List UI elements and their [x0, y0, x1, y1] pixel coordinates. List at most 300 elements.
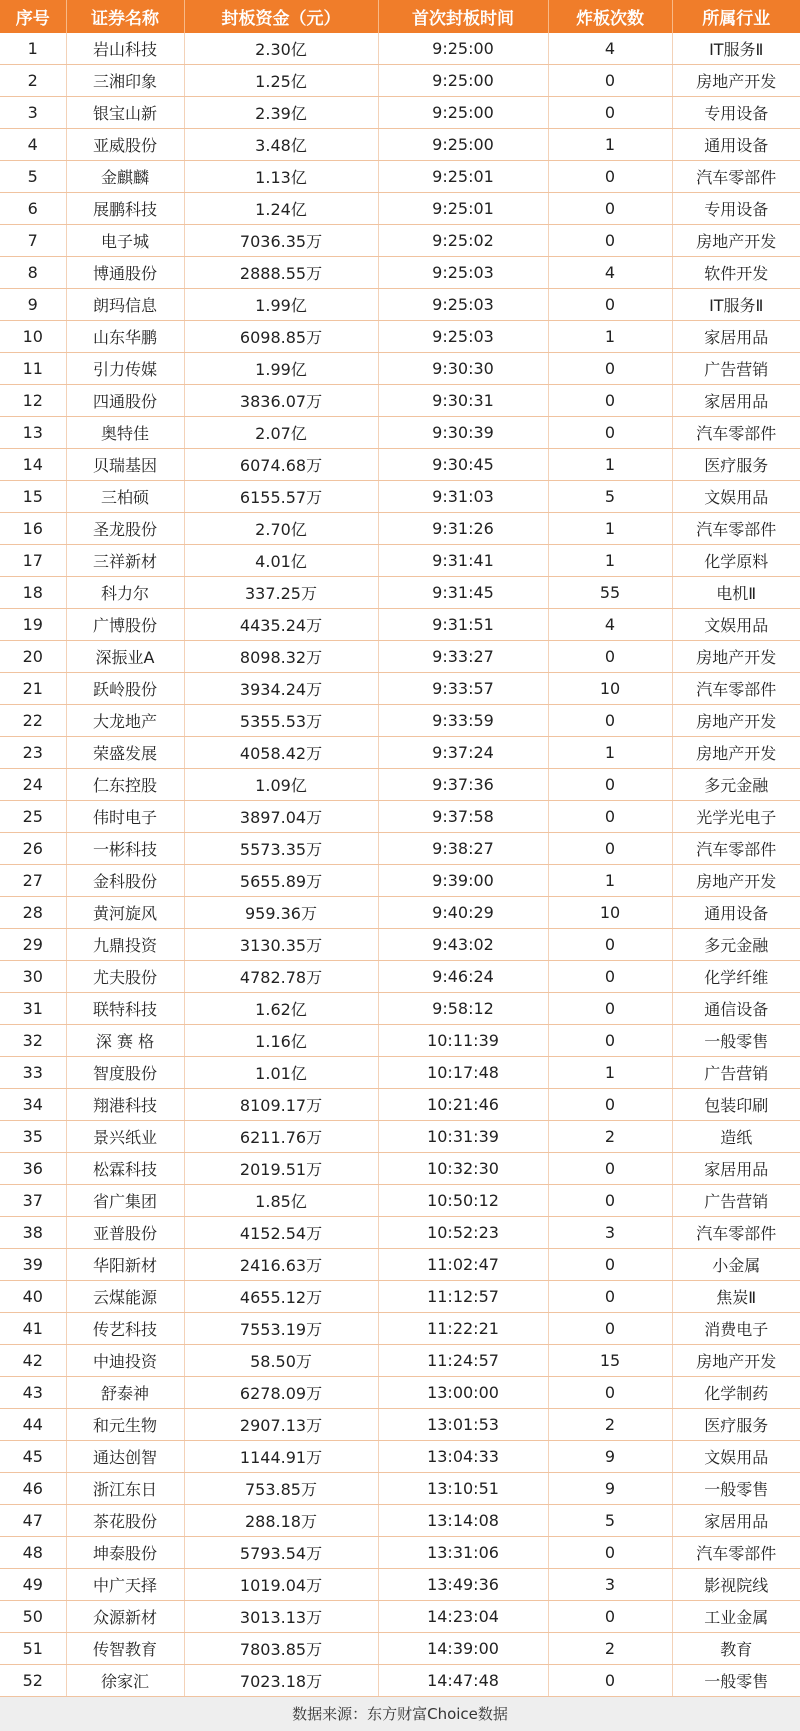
- cell-first-seal-time: 9:37:24: [378, 737, 548, 769]
- cell-seal-fund: 1.13亿: [184, 161, 378, 193]
- cell-first-seal-time: 10:21:46: [378, 1089, 548, 1121]
- cell-first-seal-time: 9:37:58: [378, 801, 548, 833]
- cell-seal-fund: 4058.42万: [184, 737, 378, 769]
- cell-industry: 房地产开发: [672, 65, 800, 97]
- cell-seal-fund: 337.25万: [184, 577, 378, 609]
- cell-seal-fund: 58.50万: [184, 1345, 378, 1377]
- table-row: [0, 641, 800, 673]
- cell-break-count: 1: [548, 321, 672, 353]
- cell-index: 11: [0, 353, 66, 385]
- table-row: [0, 1601, 800, 1633]
- cell-break-count: 10: [548, 673, 672, 705]
- cell-seal-fund: 1144.91万: [184, 1441, 378, 1473]
- cell-seal-fund: 3836.07万: [184, 385, 378, 417]
- cell-industry: 一般零售: [672, 1473, 800, 1505]
- cell-seal-fund: 1.01亿: [184, 1057, 378, 1089]
- cell-index: 39: [0, 1249, 66, 1281]
- cell-break-count: 2: [548, 1121, 672, 1153]
- cell-index: 22: [0, 705, 66, 737]
- cell-first-seal-time: 9:25:03: [378, 289, 548, 321]
- cell-index: 9: [0, 289, 66, 321]
- header-first-seal-time: 首次封板时间: [378, 0, 548, 33]
- cell-index: 49: [0, 1569, 66, 1601]
- table-row: [0, 321, 800, 353]
- cell-break-count: 0: [548, 1089, 672, 1121]
- cell-seal-fund: 5655.89万: [184, 865, 378, 897]
- table-row: [0, 1409, 800, 1441]
- header-security-name: 证券名称: [66, 0, 184, 33]
- cell-seal-fund: 2416.63万: [184, 1249, 378, 1281]
- cell-first-seal-time: 9:31:03: [378, 481, 548, 513]
- cell-first-seal-time: 9:25:01: [378, 161, 548, 193]
- header-break-count: 炸板次数: [548, 0, 672, 33]
- cell-security-name: 山东华鹏: [66, 321, 184, 353]
- cell-first-seal-time: 9:30:45: [378, 449, 548, 481]
- cell-first-seal-time: 13:10:51: [378, 1473, 548, 1505]
- cell-seal-fund: 959.36万: [184, 897, 378, 929]
- cell-security-name: 电子城: [66, 225, 184, 257]
- cell-industry: 小金属: [672, 1249, 800, 1281]
- cell-first-seal-time: 9:30:30: [378, 353, 548, 385]
- cell-break-count: 4: [548, 609, 672, 641]
- cell-break-count: 0: [548, 833, 672, 865]
- cell-break-count: 2: [548, 1409, 672, 1441]
- cell-break-count: 0: [548, 1153, 672, 1185]
- cell-index: 24: [0, 769, 66, 801]
- header-index: 序号: [0, 0, 66, 33]
- cell-security-name: 坤泰股份: [66, 1537, 184, 1569]
- cell-seal-fund: 1.62亿: [184, 993, 378, 1025]
- cell-industry: 文娱用品: [672, 1441, 800, 1473]
- cell-index: 42: [0, 1345, 66, 1377]
- cell-index: 1: [0, 33, 66, 65]
- table-row: [0, 385, 800, 417]
- cell-security-name: 三湘印象: [66, 65, 184, 97]
- cell-index: 7: [0, 225, 66, 257]
- cell-security-name: 朗玛信息: [66, 289, 184, 321]
- cell-industry: 汽车零部件: [672, 161, 800, 193]
- cell-security-name: 奥特佳: [66, 417, 184, 449]
- table-row: [0, 1185, 800, 1217]
- cell-seal-fund: 2.30亿: [184, 33, 378, 65]
- cell-industry: 专用设备: [672, 97, 800, 129]
- table-row: [0, 705, 800, 737]
- cell-break-count: 1: [548, 545, 672, 577]
- cell-first-seal-time: 9:31:51: [378, 609, 548, 641]
- table-row: [0, 65, 800, 97]
- table-body: [0, 33, 800, 1697]
- table-row: [0, 897, 800, 929]
- cell-index: 51: [0, 1633, 66, 1665]
- table-row: [0, 1249, 800, 1281]
- cell-index: 6: [0, 193, 66, 225]
- cell-industry: 家居用品: [672, 1505, 800, 1537]
- cell-industry: 通用设备: [672, 129, 800, 161]
- cell-industry: 房地产开发: [672, 225, 800, 257]
- cell-industry: 文娱用品: [672, 609, 800, 641]
- table-row: [0, 1025, 800, 1057]
- cell-seal-fund: 2888.55万: [184, 257, 378, 289]
- cell-seal-fund: 6155.57万: [184, 481, 378, 513]
- cell-security-name: 松霖科技: [66, 1153, 184, 1185]
- cell-first-seal-time: 9:30:39: [378, 417, 548, 449]
- cell-index: 38: [0, 1217, 66, 1249]
- cell-seal-fund: 5573.35万: [184, 833, 378, 865]
- cell-break-count: 0: [548, 929, 672, 961]
- cell-break-count: 1: [548, 449, 672, 481]
- cell-security-name: 浙江东日: [66, 1473, 184, 1505]
- cell-index: 16: [0, 513, 66, 545]
- cell-industry: 医疗服务: [672, 1409, 800, 1441]
- cell-security-name: 亚威股份: [66, 129, 184, 161]
- cell-industry: 汽车零部件: [672, 673, 800, 705]
- cell-break-count: 0: [548, 769, 672, 801]
- cell-security-name: 徐家汇: [66, 1665, 184, 1697]
- cell-security-name: 省广集团: [66, 1185, 184, 1217]
- cell-index: 10: [0, 321, 66, 353]
- table-row: [0, 1505, 800, 1537]
- cell-security-name: 大龙地产: [66, 705, 184, 737]
- cell-security-name: 一彬科技: [66, 833, 184, 865]
- cell-first-seal-time: 9:25:02: [378, 225, 548, 257]
- cell-first-seal-time: 9:31:26: [378, 513, 548, 545]
- cell-security-name: 景兴纸业: [66, 1121, 184, 1153]
- cell-industry: 化学制药: [672, 1377, 800, 1409]
- cell-break-count: 1: [548, 129, 672, 161]
- cell-break-count: 0: [548, 1665, 672, 1697]
- cell-security-name: 亚普股份: [66, 1217, 184, 1249]
- cell-break-count: 0: [548, 961, 672, 993]
- cell-break-count: 15: [548, 1345, 672, 1377]
- table-row: [0, 353, 800, 385]
- cell-index: 36: [0, 1153, 66, 1185]
- cell-index: 8: [0, 257, 66, 289]
- cell-break-count: 5: [548, 1505, 672, 1537]
- cell-seal-fund: 2.39亿: [184, 97, 378, 129]
- cell-industry: 光学光电子: [672, 801, 800, 833]
- cell-first-seal-time: 9:25:03: [378, 321, 548, 353]
- cell-industry: IT服务Ⅱ: [672, 289, 800, 321]
- cell-break-count: 2: [548, 1633, 672, 1665]
- table-row: [0, 1377, 800, 1409]
- cell-break-count: 0: [548, 225, 672, 257]
- table-row: [0, 993, 800, 1025]
- cell-index: 20: [0, 641, 66, 673]
- cell-seal-fund: 6211.76万: [184, 1121, 378, 1153]
- cell-break-count: 0: [548, 385, 672, 417]
- table-row: [0, 1345, 800, 1377]
- cell-seal-fund: 7023.18万: [184, 1665, 378, 1697]
- cell-industry: 文娱用品: [672, 481, 800, 513]
- cell-seal-fund: 753.85万: [184, 1473, 378, 1505]
- cell-industry: 消费电子: [672, 1313, 800, 1345]
- cell-first-seal-time: 13:04:33: [378, 1441, 548, 1473]
- cell-index: 2: [0, 65, 66, 97]
- cell-security-name: 广博股份: [66, 609, 184, 641]
- cell-security-name: 联特科技: [66, 993, 184, 1025]
- cell-index: 5: [0, 161, 66, 193]
- data-source-footer: 数据来源：东方财富Choice数据: [0, 1697, 800, 1731]
- cell-industry: 通信设备: [672, 993, 800, 1025]
- cell-seal-fund: 6074.68万: [184, 449, 378, 481]
- cell-industry: 房地产开发: [672, 705, 800, 737]
- cell-security-name: 华阳新材: [66, 1249, 184, 1281]
- table-row: [0, 961, 800, 993]
- cell-seal-fund: 4655.12万: [184, 1281, 378, 1313]
- cell-break-count: 0: [548, 1281, 672, 1313]
- cell-first-seal-time: 9:46:24: [378, 961, 548, 993]
- cell-first-seal-time: 9:33:57: [378, 673, 548, 705]
- table-row: [0, 449, 800, 481]
- cell-index: 30: [0, 961, 66, 993]
- cell-first-seal-time: 14:47:48: [378, 1665, 548, 1697]
- cell-seal-fund: 1.25亿: [184, 65, 378, 97]
- cell-security-name: 荣盛发展: [66, 737, 184, 769]
- table-row: [0, 577, 800, 609]
- cell-security-name: 中广天择: [66, 1569, 184, 1601]
- cell-industry: 造纸: [672, 1121, 800, 1153]
- cell-industry: IT服务Ⅱ: [672, 33, 800, 65]
- cell-seal-fund: 1.99亿: [184, 289, 378, 321]
- cell-break-count: 0: [548, 705, 672, 737]
- cell-break-count: 1: [548, 513, 672, 545]
- cell-security-name: 深 赛 格: [66, 1025, 184, 1057]
- cell-industry: 工业金属: [672, 1601, 800, 1633]
- cell-seal-fund: 288.18万: [184, 1505, 378, 1537]
- cell-index: 37: [0, 1185, 66, 1217]
- table-row: [0, 929, 800, 961]
- cell-index: 21: [0, 673, 66, 705]
- cell-first-seal-time: 11:22:21: [378, 1313, 548, 1345]
- cell-index: 17: [0, 545, 66, 577]
- cell-first-seal-time: 9:58:12: [378, 993, 548, 1025]
- table-row: [0, 1217, 800, 1249]
- cell-seal-fund: 4435.24万: [184, 609, 378, 641]
- cell-seal-fund: 7803.85万: [184, 1633, 378, 1665]
- cell-security-name: 九鼎投资: [66, 929, 184, 961]
- table-row: [0, 545, 800, 577]
- table-row: [0, 481, 800, 513]
- cell-industry: 汽车零部件: [672, 1217, 800, 1249]
- cell-industry: 多元金融: [672, 769, 800, 801]
- cell-first-seal-time: 10:11:39: [378, 1025, 548, 1057]
- cell-first-seal-time: 10:17:48: [378, 1057, 548, 1089]
- cell-index: 35: [0, 1121, 66, 1153]
- cell-break-count: 0: [548, 193, 672, 225]
- table-row: [0, 1633, 800, 1665]
- cell-first-seal-time: 14:39:00: [378, 1633, 548, 1665]
- cell-seal-fund: 3013.13万: [184, 1601, 378, 1633]
- table-row: [0, 1089, 800, 1121]
- cell-index: 28: [0, 897, 66, 929]
- cell-break-count: 0: [548, 1313, 672, 1345]
- table-row: [0, 737, 800, 769]
- cell-industry: 家居用品: [672, 385, 800, 417]
- cell-security-name: 云煤能源: [66, 1281, 184, 1313]
- cell-industry: 房地产开发: [672, 737, 800, 769]
- cell-index: 25: [0, 801, 66, 833]
- cell-seal-fund: 4.01亿: [184, 545, 378, 577]
- cell-seal-fund: 5355.53万: [184, 705, 378, 737]
- cell-break-count: 0: [548, 65, 672, 97]
- cell-industry: 电机Ⅱ: [672, 577, 800, 609]
- cell-index: 48: [0, 1537, 66, 1569]
- cell-break-count: 1: [548, 1057, 672, 1089]
- cell-security-name: 智度股份: [66, 1057, 184, 1089]
- cell-index: 45: [0, 1441, 66, 1473]
- cell-first-seal-time: 14:23:04: [378, 1601, 548, 1633]
- cell-industry: 软件开发: [672, 257, 800, 289]
- cell-seal-fund: 4152.54万: [184, 1217, 378, 1249]
- cell-seal-fund: 8098.32万: [184, 641, 378, 673]
- header-industry: 所属行业: [672, 0, 800, 33]
- cell-first-seal-time: 9:39:00: [378, 865, 548, 897]
- cell-first-seal-time: 10:31:39: [378, 1121, 548, 1153]
- cell-seal-fund: 1.99亿: [184, 353, 378, 385]
- cell-break-count: 0: [548, 1537, 672, 1569]
- cell-index: 3: [0, 97, 66, 129]
- cell-break-count: 9: [548, 1441, 672, 1473]
- cell-industry: 教育: [672, 1633, 800, 1665]
- cell-industry: 汽车零部件: [672, 833, 800, 865]
- cell-break-count: 0: [548, 993, 672, 1025]
- cell-break-count: 0: [548, 97, 672, 129]
- cell-first-seal-time: 9:38:27: [378, 833, 548, 865]
- cell-industry: 影视院线: [672, 1569, 800, 1601]
- cell-security-name: 黄河旋风: [66, 897, 184, 929]
- table-row: [0, 673, 800, 705]
- table-row: [0, 1441, 800, 1473]
- table-row: [0, 1121, 800, 1153]
- cell-seal-fund: 2907.13万: [184, 1409, 378, 1441]
- cell-seal-fund: 3.48亿: [184, 129, 378, 161]
- cell-index: 47: [0, 1505, 66, 1537]
- table-row: [0, 33, 800, 65]
- cell-first-seal-time: 13:49:36: [378, 1569, 548, 1601]
- cell-first-seal-time: 9:33:59: [378, 705, 548, 737]
- cell-first-seal-time: 13:14:08: [378, 1505, 548, 1537]
- table-row: [0, 801, 800, 833]
- cell-first-seal-time: 9:25:00: [378, 97, 548, 129]
- table-row: [0, 1473, 800, 1505]
- cell-first-seal-time: 13:01:53: [378, 1409, 548, 1441]
- cell-first-seal-time: 10:32:30: [378, 1153, 548, 1185]
- cell-break-count: 10: [548, 897, 672, 929]
- cell-security-name: 贝瑞基因: [66, 449, 184, 481]
- table-row: [0, 1665, 800, 1697]
- cell-first-seal-time: 11:12:57: [378, 1281, 548, 1313]
- cell-security-name: 仁东控股: [66, 769, 184, 801]
- cell-industry: 包装印刷: [672, 1089, 800, 1121]
- cell-first-seal-time: 9:31:41: [378, 545, 548, 577]
- cell-industry: 焦炭Ⅱ: [672, 1281, 800, 1313]
- cell-industry: 广告营销: [672, 353, 800, 385]
- cell-break-count: 0: [548, 1185, 672, 1217]
- cell-first-seal-time: 13:31:06: [378, 1537, 548, 1569]
- table-row: [0, 129, 800, 161]
- cell-seal-fund: 1019.04万: [184, 1569, 378, 1601]
- cell-seal-fund: 2019.51万: [184, 1153, 378, 1185]
- cell-index: 40: [0, 1281, 66, 1313]
- table-row: [0, 1569, 800, 1601]
- cell-seal-fund: 5793.54万: [184, 1537, 378, 1569]
- cell-index: 26: [0, 833, 66, 865]
- cell-index: 31: [0, 993, 66, 1025]
- cell-index: 50: [0, 1601, 66, 1633]
- cell-seal-fund: 6098.85万: [184, 321, 378, 353]
- cell-index: 12: [0, 385, 66, 417]
- cell-seal-fund: 8109.17万: [184, 1089, 378, 1121]
- cell-first-seal-time: 9:25:00: [378, 65, 548, 97]
- cell-security-name: 中迪投资: [66, 1345, 184, 1377]
- cell-seal-fund: 1.24亿: [184, 193, 378, 225]
- cell-index: 18: [0, 577, 66, 609]
- cell-seal-fund: 3130.35万: [184, 929, 378, 961]
- cell-seal-fund: 7036.35万: [184, 225, 378, 257]
- cell-seal-fund: 2.07亿: [184, 417, 378, 449]
- cell-break-count: 0: [548, 1025, 672, 1057]
- cell-index: 13: [0, 417, 66, 449]
- cell-security-name: 尤夫股份: [66, 961, 184, 993]
- cell-break-count: 4: [548, 257, 672, 289]
- cell-security-name: 金麒麟: [66, 161, 184, 193]
- table-row: [0, 417, 800, 449]
- cell-break-count: 1: [548, 737, 672, 769]
- cell-industry: 通用设备: [672, 897, 800, 929]
- cell-first-seal-time: 11:02:47: [378, 1249, 548, 1281]
- header-row: [0, 0, 800, 33]
- cell-security-name: 茶花股份: [66, 1505, 184, 1537]
- cell-break-count: 0: [548, 1249, 672, 1281]
- cell-first-seal-time: 13:00:00: [378, 1377, 548, 1409]
- table-row: [0, 609, 800, 641]
- cell-seal-fund: 2.70亿: [184, 513, 378, 545]
- cell-industry: 家居用品: [672, 321, 800, 353]
- cell-seal-fund: 7553.19万: [184, 1313, 378, 1345]
- cell-seal-fund: 4782.78万: [184, 961, 378, 993]
- cell-security-name: 金科股份: [66, 865, 184, 897]
- table-row: [0, 97, 800, 129]
- cell-security-name: 伟时电子: [66, 801, 184, 833]
- cell-first-seal-time: 9:25:00: [378, 129, 548, 161]
- table-row: [0, 513, 800, 545]
- cell-industry: 房地产开发: [672, 641, 800, 673]
- cell-index: 43: [0, 1377, 66, 1409]
- cell-break-count: 0: [548, 417, 672, 449]
- cell-first-seal-time: 9:25:03: [378, 257, 548, 289]
- cell-industry: 专用设备: [672, 193, 800, 225]
- cell-first-seal-time: 9:25:00: [378, 33, 548, 65]
- cell-break-count: 5: [548, 481, 672, 513]
- cell-index: 52: [0, 1665, 66, 1697]
- cell-industry: 医疗服务: [672, 449, 800, 481]
- cell-break-count: 3: [548, 1569, 672, 1601]
- cell-industry: 多元金融: [672, 929, 800, 961]
- cell-first-seal-time: 10:52:23: [378, 1217, 548, 1249]
- cell-index: 23: [0, 737, 66, 769]
- cell-index: 29: [0, 929, 66, 961]
- cell-index: 19: [0, 609, 66, 641]
- cell-index: 32: [0, 1025, 66, 1057]
- cell-industry: 汽车零部件: [672, 417, 800, 449]
- cell-first-seal-time: 9:33:27: [378, 641, 548, 673]
- cell-security-name: 四通股份: [66, 385, 184, 417]
- cell-break-count: 0: [548, 801, 672, 833]
- cell-seal-fund: 3934.24万: [184, 673, 378, 705]
- cell-security-name: 跃岭股份: [66, 673, 184, 705]
- cell-security-name: 众源新材: [66, 1601, 184, 1633]
- cell-seal-fund: 1.09亿: [184, 769, 378, 801]
